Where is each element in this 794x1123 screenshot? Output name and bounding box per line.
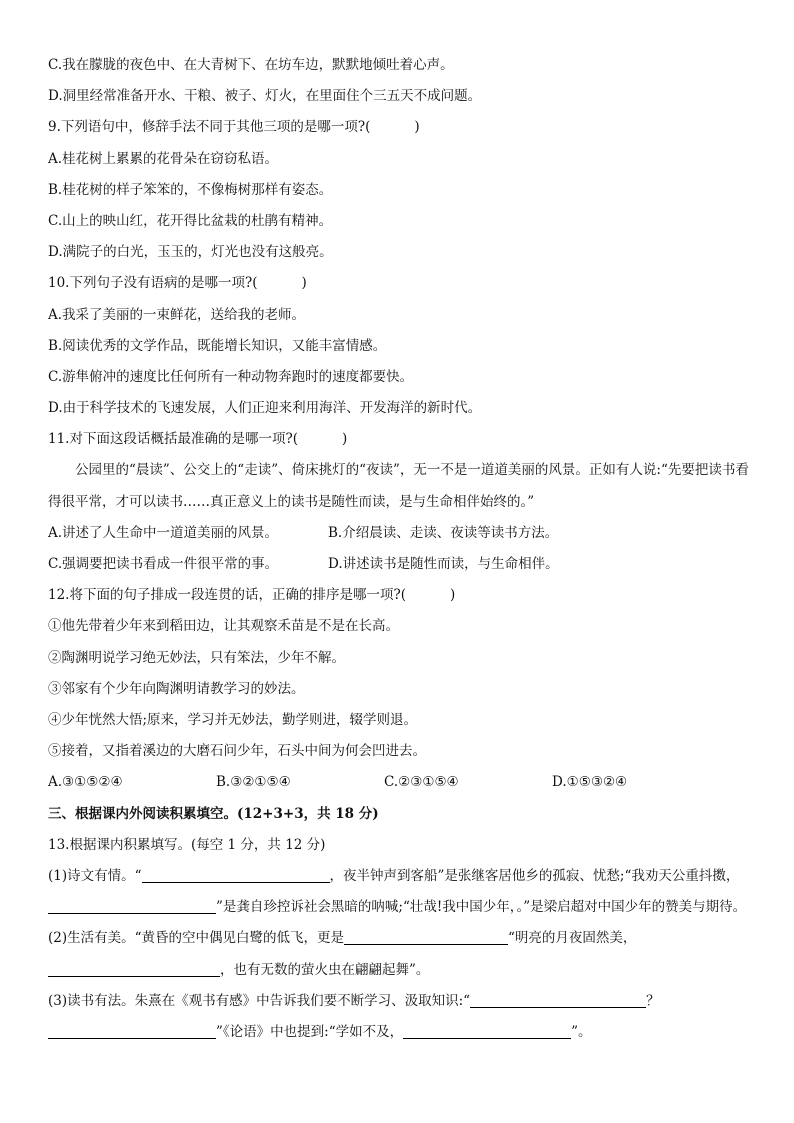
q11-option-d: D.讲述读书是随性而读，与生命相伴。 <box>328 556 559 573</box>
q12-stem-text: 12.将下面的句子排成一段连贯的话，正确的排序是哪一项?( <box>48 587 406 604</box>
q10-option-b: B.阅读优秀的文学作品，既能增长知识，又能丰富情感。 <box>48 337 387 354</box>
q13-2-blank-2[interactable] <box>48 958 220 977</box>
q12-option-a: A.③①⑤②④ <box>48 774 123 791</box>
q9-paren-close: ) <box>414 119 420 136</box>
q13-part-2 <box>48 923 752 985</box>
q12-option-c: C.②③①⑤④ <box>384 774 459 791</box>
q8-option-d: D.洞里经常准备开水、干粮、被子、灯火，在里面住个三五天不成问题。 <box>48 88 482 105</box>
q13-2-text-c: ，也有无数的萤火虫在翩翩起舞”。 <box>220 961 430 978</box>
q11-option-b: B.介绍晨读、走读、夜读等读书方法。 <box>328 524 559 541</box>
q12-option-b: B.③②①⑤④ <box>216 774 291 791</box>
q13-stem: 13.根据课内积累填写。(每空 1 分，共 12 分) <box>48 836 326 853</box>
q10-option-a: A.我采了美丽的一束鲜花，送给我的老师。 <box>48 306 306 323</box>
q9-stem-text: 9.下列语句中，修辞手法不同于其他三项的是哪一项?( <box>48 119 371 136</box>
q12-sentence-5: ⑤接着，又指着溪边的大磨石问少年，石头中间为何会凹进去。 <box>48 743 426 760</box>
q12-sentence-4: ④少年恍然大悟;原来，学习并无妙法，勤学则进，辍学则退。 <box>48 711 418 728</box>
q13-1-blank-1[interactable] <box>142 864 330 883</box>
q11-options-row-1 <box>48 518 752 549</box>
q12-sentence-2: ②陶渊明说学习绝无妙法，只有笨法，少年不解。 <box>48 649 345 666</box>
q9-option-b: B.桂花树的样子笨笨的，不像梅树那样有姿态。 <box>48 181 333 198</box>
q11-stem-text: 11.对下面这段话概括最准确的是哪一项?( <box>48 431 298 448</box>
q13-1-text-c: ”是龚自珍控诉社会黑暗的呐喊;“壮哉!我中国少年，。”是梁启超对中国少年的赞美与期待。 <box>216 899 747 916</box>
q11-option-a: A.讲述了人生命中一道道美丽的风景。 <box>48 524 279 541</box>
q13-2-text-b: “明亮的月夜固然美， <box>508 930 637 947</box>
q11-stem <box>48 424 752 455</box>
q10-paren-close: ) <box>301 275 307 292</box>
q13-part-3 <box>48 986 752 1048</box>
q13-3-blank-1[interactable] <box>470 989 646 1008</box>
q13-3-text-a: (3)读书有法。朱熹在《观书有感》中告诉我们要不断学习、汲取知识:“ <box>48 992 471 1009</box>
q13-3-blank-3[interactable] <box>403 1020 571 1039</box>
q13-1-text-a: (1)诗文有情。“ <box>48 867 142 884</box>
q12-options-row <box>48 767 752 798</box>
q10-stem <box>48 268 752 299</box>
q8-option-c: C.我在朦胧的夜色中、在大青树下、在坊车边，默默地倾吐着心声。 <box>48 57 454 73</box>
q12-stem <box>48 580 752 611</box>
q12-sentence-3: ③邻家有个少年向陶渊明请教学习的妙法。 <box>48 680 305 697</box>
q11-passage: 公园里的“晨读”、公交上的“走读”、倚床挑灯的“夜读”，无一不是一道道美丽的风景。正如有人说:“先要把读书看得很平常，才可以读书……真正意义上的读书是随性而读，是与生命相伴始终的。” <box>48 462 749 510</box>
q10-stem-text: 10.下列句子没有语病的是哪一项?( <box>48 275 258 292</box>
section-3-title: 三、根据课内外阅读积累填空。(12+3+3，共 18 分) <box>48 805 379 822</box>
q12-sentence-1: ①他先带着少年来到稻田边，让其观察禾苗是不是在长高。 <box>48 618 399 635</box>
q9-option-d: D.满院子的白光，玉玉的，灯光也没有这般亮。 <box>48 244 333 261</box>
q13-2-blank-1[interactable] <box>344 926 508 945</box>
q9-option-c: C.山上的映山红，花开得比盆栽的杜鹃有精神。 <box>48 212 333 229</box>
q13-3-text-c: ”《论语》中也提到:“学如不及， <box>216 1023 404 1040</box>
q13-3-text-d: ”。 <box>571 1023 592 1040</box>
exam-page <box>48 50 752 1048</box>
q11-options-row-2 <box>48 549 752 580</box>
q13-1-blank-2[interactable] <box>48 895 216 914</box>
q13-1-text-b: ，夜半钟声到客船”是张继客居他乡的孤寂、忧愁;“我劝天公重抖擞， <box>329 867 740 884</box>
q13-3-text-b: ？ <box>646 992 660 1009</box>
q9-option-a: A.桂花树上累累的花骨朵在窃窃私语。 <box>48 150 279 167</box>
q13-3-blank-2[interactable] <box>48 1020 216 1039</box>
q12-option-d: D.①⑤③②④ <box>552 774 628 791</box>
q13-2-text-a: (2)生活有美。“黄昏的空中偶见白鹭的低飞，更是 <box>48 930 345 947</box>
q11-paren-close: ) <box>341 431 348 448</box>
q10-option-d: D.由于科学技术的飞速发展，人们正迎来利用海洋、开发海洋的新时代。 <box>48 400 482 417</box>
q13-part-1 <box>48 861 752 923</box>
q9-stem <box>48 112 752 143</box>
q12-paren-close: ) <box>449 587 456 604</box>
q11-option-c: C.强调要把读书看成一件很平常的事。 <box>48 556 279 573</box>
q10-option-c: C.游隼俯冲的速度比任何所有一种动物奔跑时的速度都要快。 <box>48 368 414 385</box>
